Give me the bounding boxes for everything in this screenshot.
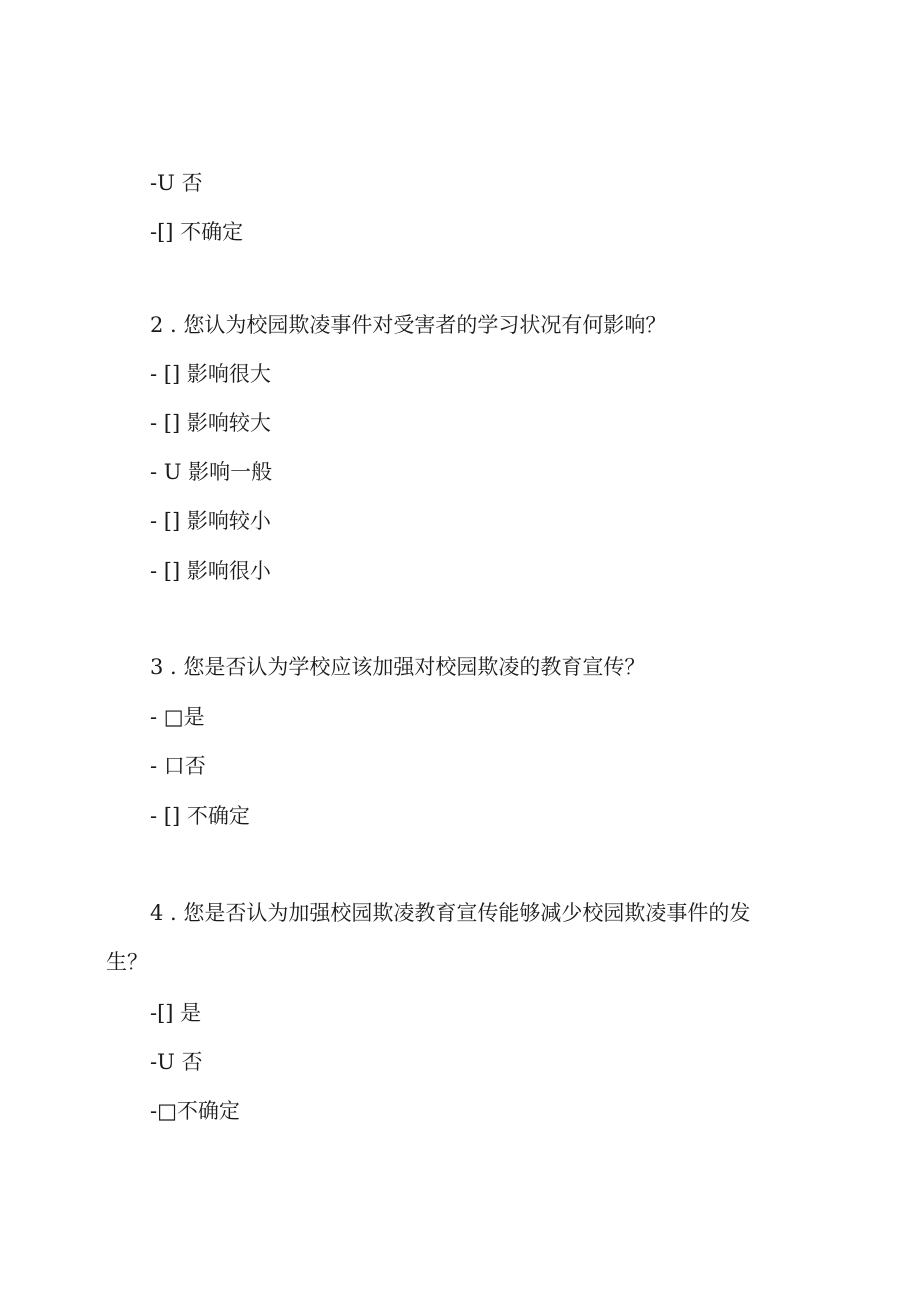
question-2: 2 . 您认为校园欺凌事件对受害者的学习状况有何影响？: [150, 313, 667, 337]
q4-option-no: -U 否: [150, 1050, 203, 1074]
q1-option-unsure: -[] 不确定: [150, 220, 244, 244]
q2-option-very-large: - [] 影响很大: [150, 362, 271, 386]
q3-option-no: - 口否: [150, 754, 206, 778]
q3-option-yes: - □是: [150, 705, 205, 729]
q2-option-large: - [] 影响较大: [150, 411, 271, 435]
question-4: 4 . 您是否认为加强校园欺凌教育宣传能够减少校园欺凌事件的发: [150, 901, 751, 925]
q2-option-very-small: - [] 影响很小: [150, 559, 271, 583]
q4-option-yes: -[] 是: [150, 1001, 202, 1025]
q3-option-unsure: - [] 不确定: [150, 804, 250, 828]
question-3: 3 . 您是否认为学校应该加强对校园欺凌的教育宣传？: [150, 655, 646, 679]
question-4-wrap: 生？: [106, 950, 148, 974]
q4-option-unsure: -□不确定: [150, 1099, 240, 1123]
q2-option-small: - [] 影响较小: [150, 509, 271, 533]
q2-option-average: - U 影响一般: [150, 460, 273, 484]
q1-option-no: -U 否: [150, 171, 203, 195]
